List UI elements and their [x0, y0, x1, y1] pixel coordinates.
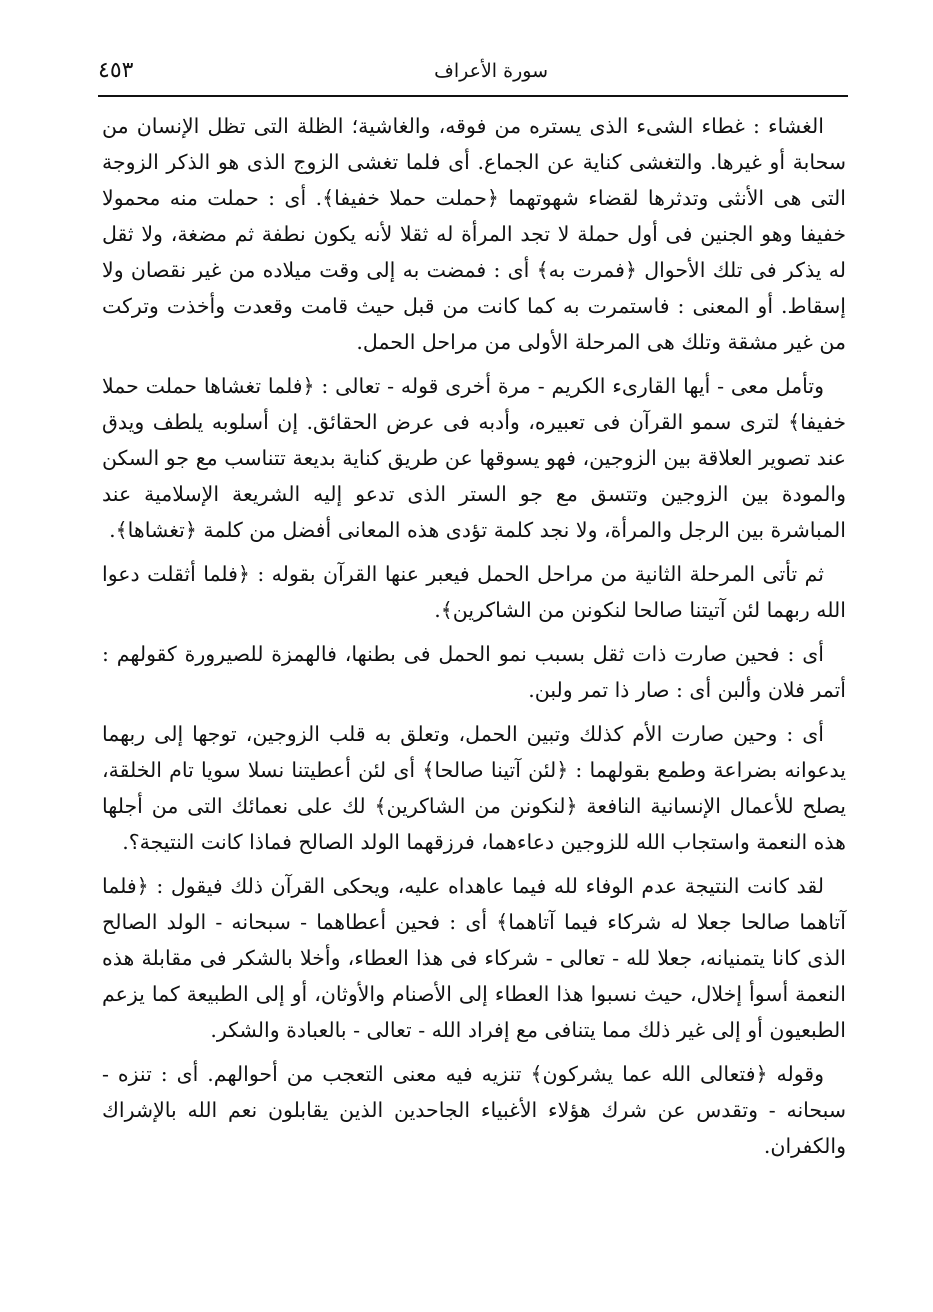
- paragraph: لقد كانت النتيجة عدم الوفاء لله فيما عاهداه عليه، ويحكى القرآن ذلك فيقول : ﴿فلما آتاهما صالحا جعلا له شركاء فيما آتاهما﴾ أى : فحين أعطاهما - سبحانه - الولد الصالح الذى كانا يتمنيانه، جعلا لله - تعالى - شركاء فى هذا العطاء، وأخلا بالشكر فى مقابلة هذه النعمة أسوأ إخلال، حيث نسبوا هذا العطاء إلى الأصنام والأوثان، أو إلى الطبيعة كما يزعم الطبعيون أو إلى غير ذلك مما يتنافى مع إفراد الله - تعالى - بالعبادة والشكر.: [102, 874, 846, 1042]
- page-number: ٤٥٣: [98, 58, 134, 83]
- paragraph: وتأمل معى - أيها القارىء الكريم - مرة أخرى قوله - تعالى : ﴿فلما تغشاها حملت حملا خفيفا﴾ لترى سمو القرآن فى تعبيره، وأدبه فى عرض الحقائق. إن أسلوبه يلطف ويدق عند تصوير العلاقة بين الزوجين، فهو يسوقها عن طريق كناية بديعة تتناسب مع جو السكن والمودة بين الزوجين وتتسق مع جو الستر الذى تدعو إليه الشريعة الإسلامية عند المباشرة بين الرجل والمرأة، ولا نجد كلمة تؤدى هذه المعانى أفضل من كلمة ﴿تغشاها﴾.: [102, 374, 846, 542]
- paragraph: وقوله ﴿فتعالى الله عما يشركون﴾ تنزيه فيه معنى التعجب من أحوالهم. أى : تنزه - سبحانه - وتقدس عن شرك هؤلاء الأغبياء الجاحدين الذين يقابلون نعم الله بالإشراك والكفران.: [102, 1062, 846, 1158]
- paragraph: أى : فحين صارت ذات ثقل بسبب نمو الحمل فى بطنها، فالهمزة للصيرورة كقولهم : أتمر فلان وألبن أى : صار ذا تمر ولبن.: [102, 642, 846, 702]
- surah-title: سورة الأعراف: [434, 60, 548, 82]
- header-rule: [98, 95, 848, 97]
- paragraph: ثم تأتى المرحلة الثانية من مراحل الحمل فيعبر عنها القرآن بقوله : ﴿فلما أثقلت دعوا الله ربهما لئن آتيتنا صالحا لنكونن من الشاكرين﴾.: [102, 562, 846, 622]
- paragraph: الغشاء : غطاء الشىء الذى يستره من فوقه، والغاشية؛ الظلة التى تظل الإنسان من سحابة أو غيرها. والتغشى كناية عن الجماع. أى فلما تغشى الزوج الذى هو الذكر الزوجة التى هى الأنثى وتدثرها لقضاء شهوتهما ﴿حملت حملا خفيفا﴾. أى : حملت منه محمولا خفيفا وهو الجنين فى أول حملة لا تجد المرأة له ثقلا لأنه يكون نطفة ثم مضغة، ولا ثقل له يذكر فى تلك الأحوال ﴿فمرت به﴾ أى : فمضت به إلى وقت ميلاده من غير نقصان ولا إسقاط. أو المعنى : فاستمرت به كما كانت من قبل حيث قامت وقعدت وأخذت وتركت من غير مشقة وتلك هى المرحلة الأولى من مراحل الحمل.: [102, 114, 846, 354]
- paragraph: أى : وحين صارت الأم كذلك وتبين الحمل، وتعلق به قلب الزوجين، توجها إلى ربهما يدعوانه بضراعة وطمع بقولهما : ﴿لئن آتينا صالحا﴾ أى لئن أعطيتنا نسلا سويا تام الخلقة، يصلح للأعمال الإنسانية النافعة ﴿لنكونن من الشاكرين﴾ لك على نعمائك التى من أجلها هذه النعمة واستجاب الله للزوجين دعاءهما، فرزقهما الولد الصالح فماذا كانت النتيجة؟.: [102, 722, 846, 854]
- page-header: [98, 54, 848, 94]
- page-body: [102, 108, 846, 1172]
